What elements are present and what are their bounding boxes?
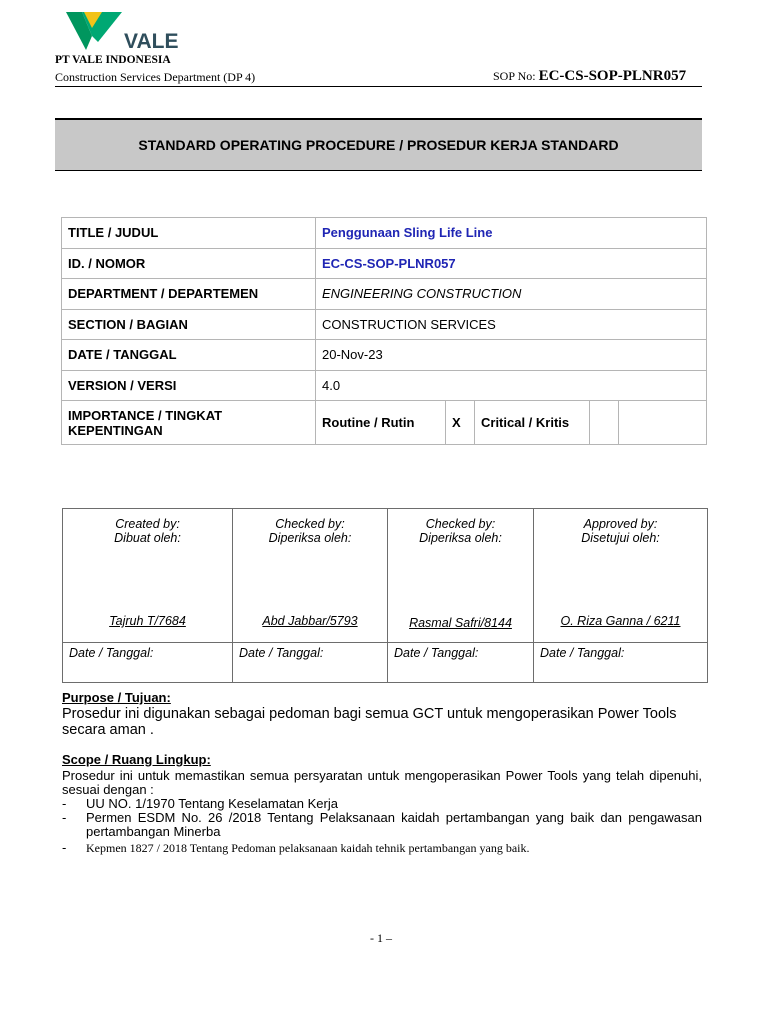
company-name: PT VALE INDONESIA bbox=[55, 54, 171, 66]
info-row-importance bbox=[62, 401, 707, 445]
approval-name: Abd Jabbar/5793 bbox=[262, 614, 358, 628]
version-label: VERSION / VERSI bbox=[62, 370, 316, 401]
approval-role-en: Created by: bbox=[115, 517, 180, 531]
list-bullet: - bbox=[62, 796, 67, 811]
importance-label: IMPORTANCE / TINGKAT KEPENTINGAN bbox=[62, 401, 316, 445]
id-label: ID. / NOMOR bbox=[62, 248, 316, 279]
list-item bbox=[62, 797, 702, 811]
document-type-banner: STANDARD OPERATING PROCEDURE / PROSEDUR KERJA STANDARD bbox=[55, 118, 702, 171]
sop-number-value: EC-CS-SOP-PLNR057 bbox=[538, 68, 687, 84]
department-label: DEPARTMENT / DEPARTEMEN bbox=[62, 279, 316, 310]
scope-text: Prosedur ini untuk memastikan semua persyaratan untuk mengoperasikan Power Tools yang telah dipenuhi, sesuai dengan : bbox=[62, 768, 702, 797]
approval-date: Date / Tanggal: bbox=[534, 643, 708, 683]
version-value: 4.0 bbox=[316, 370, 707, 401]
info-row-date bbox=[62, 340, 707, 371]
title-value: Penggunaan Sling Life Line bbox=[316, 218, 707, 249]
header-divider bbox=[55, 86, 702, 87]
list-item-text: Kepmen 1827 / 2018 Tentang Pedoman pelaksanaan kaidah tehnik pertambangan yang baik. bbox=[86, 841, 530, 855]
approval-name: Rasmal Safri/8144 bbox=[409, 616, 512, 630]
approval-cell bbox=[233, 509, 388, 643]
routine-label: Routine / Rutin bbox=[316, 401, 446, 445]
approval-date-row bbox=[63, 643, 708, 683]
department-name: Construction Services Department (DP 4) bbox=[55, 70, 256, 84]
approval-date: Date / Tanggal: bbox=[233, 643, 388, 683]
date-value: 20-Nov-23 bbox=[316, 340, 707, 371]
purpose-text: Prosedur ini digunakan sebagai pedoman bagi semua GCT untuk mengoperasikan Power Tools secara aman . bbox=[62, 706, 677, 738]
id-value: EC-CS-SOP-PLNR057 bbox=[316, 248, 707, 279]
approval-role-id: Diperiksa oleh: bbox=[268, 531, 352, 545]
sop-label: SOP No: bbox=[493, 69, 536, 83]
section-label: SECTION / BAGIAN bbox=[62, 309, 316, 340]
sop-info-table bbox=[61, 217, 707, 445]
approval-role-id: Disetujui oleh: bbox=[581, 531, 660, 545]
sop-number bbox=[493, 68, 686, 85]
title-label: TITLE / JUDUL bbox=[62, 218, 316, 249]
info-row-section bbox=[62, 309, 707, 340]
vale-logo bbox=[62, 8, 180, 54]
list-bullet: - bbox=[62, 810, 67, 825]
approval-name: O. Riza Ganna / 6211 bbox=[560, 614, 681, 628]
approval-role-en: Approved by: bbox=[583, 517, 658, 531]
approval-date: Date / Tanggal: bbox=[63, 643, 233, 683]
info-row-version bbox=[62, 370, 707, 401]
purpose-heading: Purpose / Tujuan: bbox=[62, 690, 171, 705]
approval-role-en: Checked by: bbox=[275, 517, 345, 531]
list-bullet: - bbox=[62, 840, 67, 855]
vale-logo-mark bbox=[62, 8, 180, 54]
approval-cell bbox=[534, 509, 708, 643]
info-row-department bbox=[62, 279, 707, 310]
approval-signature-row bbox=[63, 509, 708, 643]
list-item-text: UU NO. 1/1970 Tentang Keselamatan Kerja bbox=[86, 796, 338, 811]
approval-cell bbox=[388, 509, 534, 643]
routine-mark: X bbox=[446, 401, 475, 445]
vale-logo-text: VALE bbox=[124, 30, 179, 53]
section-value: CONSTRUCTION SERVICES bbox=[316, 309, 707, 340]
list-item-text: Permen ESDM No. 26 /2018 Tentang Pelaksanaan kaidah pertambangan yang baik dan pengawasan pertambangan Minerba bbox=[86, 810, 702, 839]
date-label: DATE / TANGGAL bbox=[62, 340, 316, 371]
scope-list bbox=[62, 797, 702, 855]
approval-role bbox=[233, 517, 387, 545]
approval-role bbox=[534, 517, 707, 545]
approval-name: Tajruh T/7684 bbox=[109, 614, 186, 628]
approval-role-id: Dibuat oleh: bbox=[114, 531, 181, 545]
scope-heading: Scope / Ruang Lingkup: bbox=[62, 752, 211, 767]
page-number: - 1 – bbox=[370, 931, 392, 945]
list-item bbox=[62, 811, 702, 839]
critical-mark bbox=[590, 401, 619, 445]
approval-role-en: Checked by: bbox=[425, 517, 496, 531]
approval-role bbox=[63, 517, 232, 545]
importance-spacer bbox=[619, 401, 707, 445]
info-row-id bbox=[62, 248, 707, 279]
list-item bbox=[62, 841, 702, 855]
approval-role-id: Diperiksa oleh: bbox=[419, 531, 502, 545]
approval-role bbox=[388, 517, 533, 545]
approval-cell bbox=[63, 509, 233, 643]
approval-table bbox=[62, 508, 708, 683]
critical-label: Critical / Kritis bbox=[475, 401, 590, 445]
approval-date: Date / Tanggal: bbox=[388, 643, 534, 683]
department-value: ENGINEERING CONSTRUCTION bbox=[316, 279, 707, 310]
info-row-title bbox=[62, 218, 707, 249]
